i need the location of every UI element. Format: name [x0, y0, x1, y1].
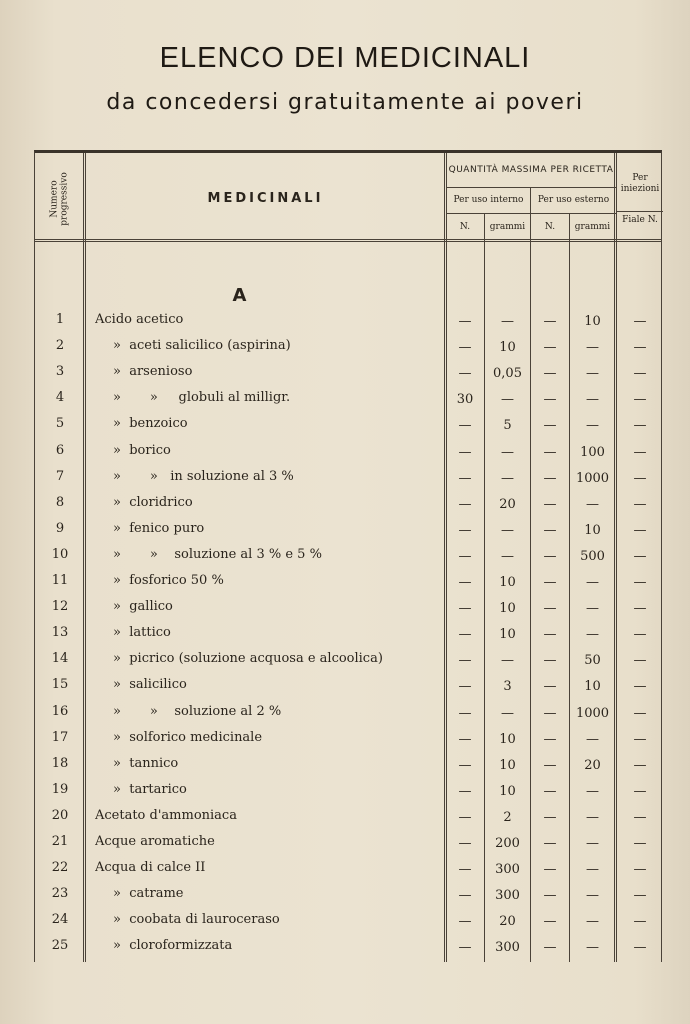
row-number: 9 [55, 520, 65, 536]
cell-injection-vials: — [633, 940, 647, 956]
cell-external-grams: 500 [580, 548, 605, 564]
medicine-name: » catrame [113, 886, 184, 902]
cell-external-grams: — [586, 627, 599, 643]
row-number: 5 [55, 416, 65, 432]
cell-internal-grams: 200 [495, 836, 520, 851]
table-row [35, 934, 663, 960]
table-row [35, 465, 663, 491]
cell-injection-vials: — [633, 836, 647, 851]
cell-external-n: — [543, 548, 557, 564]
table-row [35, 700, 663, 726]
cell-external-n: — [543, 862, 557, 878]
cell-internal-grams: — [501, 653, 514, 669]
cell-external-grams: 100 [580, 444, 605, 460]
table-row [35, 517, 663, 543]
cell-internal-n: — [458, 601, 472, 617]
cell-internal-n: — [458, 340, 472, 356]
medicine-name: » coobata di lauroceraso [113, 912, 280, 928]
medicine-name: Acque aromatiche [95, 834, 215, 849]
cell-injection-vials: — [633, 914, 647, 930]
header-medicines: MEDICINALI [207, 191, 324, 206]
cell-internal-n: — [458, 627, 472, 643]
cell-external-grams: — [586, 940, 599, 956]
medicine-name: » » in soluzione al 3 % [113, 468, 294, 484]
row-number: 18 [51, 755, 69, 771]
table-row [35, 386, 663, 412]
cell-internal-grams: 10 [499, 757, 516, 773]
cell-external-n: — [543, 601, 557, 617]
cell-external-grams: — [586, 914, 599, 930]
cell-internal-n: — [458, 418, 472, 434]
table-row [35, 647, 663, 673]
cell-external-n: — [543, 836, 557, 851]
table-row [35, 908, 663, 934]
medicine-name: » » globuli al milligr. [113, 390, 291, 406]
cell-injection-vials: — [633, 340, 647, 356]
row-number: 15 [51, 677, 69, 693]
cell-external-n: — [543, 418, 557, 434]
medicine-name: » cloroformizzata [113, 938, 233, 954]
table-row [35, 621, 663, 647]
cell-external-n: — [543, 392, 557, 408]
row-number: 4 [55, 390, 65, 406]
row-number: 7 [55, 468, 65, 484]
table-row [35, 491, 663, 517]
cell-internal-grams: — [501, 444, 514, 460]
cell-internal-n: — [458, 548, 472, 564]
cell-external-grams: — [586, 366, 599, 382]
table-row [35, 856, 663, 882]
cell-external-grams: 1000 [575, 705, 610, 721]
medicine-name: » salicilico [113, 677, 187, 693]
medicines-table [34, 150, 662, 962]
cell-injection-vials: — [633, 627, 647, 643]
cell-external-grams: 20 [584, 757, 601, 773]
cell-internal-grams: — [501, 548, 514, 564]
cell-external-grams: 1000 [575, 470, 610, 486]
medicine-name: » cloridrico [113, 494, 193, 510]
row-number: 17 [51, 729, 69, 745]
medicine-name: » benzoico [113, 416, 188, 432]
cell-external-grams: — [586, 575, 599, 590]
section-letter: A [232, 285, 249, 306]
cell-internal-grams: 300 [495, 862, 520, 878]
header-injections: Per iniezioni [620, 173, 660, 194]
table-row [35, 569, 663, 595]
cell-injection-vials: — [633, 418, 647, 434]
cell-injection-vials: — [633, 392, 647, 408]
cell-external-grams: — [586, 418, 599, 434]
document-title: ELENCO DEI MEDICINALI [159, 42, 531, 74]
cell-internal-grams: 300 [495, 888, 520, 904]
cell-external-n: — [543, 653, 557, 669]
cell-external-n: — [543, 575, 557, 590]
cell-external-grams: 10 [584, 679, 601, 695]
medicine-name: » gallico [113, 599, 173, 615]
medicine-name: » arsenioso [113, 364, 193, 380]
cell-internal-grams: 10 [499, 575, 516, 590]
cell-internal-grams: 300 [495, 940, 520, 956]
cell-internal-grams: 10 [499, 601, 516, 617]
table-row [35, 752, 663, 778]
cell-external-n: — [543, 705, 557, 721]
cell-external-grams: — [586, 496, 599, 512]
cell-injection-vials: — [633, 862, 647, 878]
cell-external-grams: 10 [584, 314, 601, 329]
cell-internal-n: — [458, 522, 472, 538]
cell-external-grams: — [586, 783, 599, 799]
table-row [35, 673, 663, 699]
table-row [35, 804, 663, 830]
cell-internal-n: — [458, 444, 472, 460]
cell-external-n: — [543, 914, 557, 930]
header-internal-use: Per uso interno [453, 195, 524, 205]
cell-internal-n: — [458, 809, 472, 825]
header-number: Numero progressivo [50, 172, 71, 226]
cell-injection-vials: — [633, 783, 647, 799]
row-number: 20 [51, 807, 69, 823]
medicine-name: » lattico [113, 625, 171, 641]
medicine-name: » fenico puro [113, 520, 205, 536]
cell-internal-n: — [458, 496, 472, 512]
header-max-quantity: QUANTITÀ MASSIMA PER RICETTA [448, 165, 614, 175]
cell-injection-vials: — [633, 314, 647, 329]
cell-internal-grams: — [501, 314, 514, 329]
header-external-use: Per uso esterno [537, 195, 610, 205]
cell-internal-n: — [458, 314, 472, 329]
cell-external-grams: — [586, 809, 599, 825]
medicine-name: » tartarico [113, 781, 187, 797]
cell-internal-grams: — [501, 470, 514, 486]
cell-internal-n: — [458, 705, 472, 721]
cell-injection-vials: — [633, 522, 647, 538]
cell-injection-vials: — [633, 888, 647, 904]
row-number: 16 [51, 703, 69, 719]
cell-external-n: — [543, 340, 557, 356]
table-row [35, 778, 663, 804]
medicine-name: » picrico (soluzione acquosa e alcoolica) [113, 651, 383, 667]
cell-internal-grams: 10 [499, 627, 516, 643]
row-number: 2 [55, 338, 65, 354]
cell-internal-n: — [458, 836, 472, 851]
cell-injection-vials: — [633, 575, 647, 590]
medicine-name: » fosforico 50 % [113, 573, 224, 588]
cell-external-n: — [543, 940, 557, 956]
cell-internal-n: — [458, 914, 472, 930]
cell-internal-grams: — [501, 705, 514, 721]
medicine-name: Acido acetico [95, 312, 184, 327]
table-row [35, 412, 663, 438]
cell-internal-grams: 10 [499, 731, 516, 747]
row-number: 19 [51, 781, 69, 797]
header-internal-grams: grammi [489, 222, 526, 232]
cell-internal-grams: — [501, 522, 514, 538]
cell-internal-n: — [458, 366, 472, 382]
table-row [35, 543, 663, 569]
cell-internal-grams: 3 [503, 679, 512, 695]
medicine-name: Acqua di calce II [95, 860, 206, 876]
row-number: 14 [51, 651, 69, 667]
cell-external-grams: 10 [584, 522, 601, 538]
header-internal-n: N. [459, 222, 471, 232]
row-number: 22 [51, 860, 69, 876]
cell-external-n: — [543, 679, 557, 695]
cell-injection-vials: — [633, 731, 647, 747]
cell-internal-grams: 5 [503, 418, 512, 434]
cell-external-n: — [543, 470, 557, 486]
cell-injection-vials: — [633, 757, 647, 773]
cell-internal-n: — [458, 731, 472, 747]
cell-internal-n: — [458, 575, 472, 590]
cell-internal-n: — [458, 679, 472, 695]
cell-external-n: — [543, 757, 557, 773]
cell-external-grams: — [586, 836, 599, 851]
cell-external-n: — [543, 809, 557, 825]
cell-internal-n: — [458, 940, 472, 956]
row-number: 10 [51, 546, 69, 562]
cell-injection-vials: — [633, 679, 647, 695]
cell-internal-n: — [458, 783, 472, 799]
cell-external-grams: 50 [584, 653, 601, 669]
cell-internal-n: — [458, 653, 472, 669]
cell-internal-n: — [458, 862, 472, 878]
document-subtitle: da concedersi gratuitamente ai poveri [106, 90, 584, 115]
cell-internal-n: — [458, 470, 472, 486]
cell-internal-grams: 20 [499, 496, 516, 512]
medicine-name: Acetato d'ammoniaca [95, 807, 237, 823]
header-external-grams: grammi [574, 222, 611, 232]
cell-internal-grams: 10 [499, 783, 516, 799]
cell-injection-vials: — [633, 653, 647, 669]
row-number: 11 [51, 573, 69, 588]
table-row [35, 882, 663, 908]
cell-external-grams: — [586, 888, 599, 904]
cell-external-n: — [543, 444, 557, 460]
cell-injection-vials: — [633, 470, 647, 486]
row-number: 24 [51, 912, 69, 928]
medicine-name: » solforico medicinale [113, 729, 263, 745]
cell-injection-vials: — [633, 366, 647, 382]
medicine-name: » » soluzione al 2 % [113, 703, 282, 719]
medicine-name: » » soluzione al 3 % e 5 % [113, 546, 322, 562]
cell-external-n: — [543, 314, 557, 329]
row-number: 3 [55, 364, 65, 380]
cell-external-n: — [543, 627, 557, 643]
table-row [35, 439, 663, 465]
cell-external-n: — [543, 496, 557, 512]
cell-external-n: — [543, 522, 557, 538]
cell-external-n: — [543, 783, 557, 799]
table-row [35, 726, 663, 752]
medicine-name: » aceti salicilico (aspirina) [113, 338, 291, 354]
row-number: 21 [51, 834, 69, 849]
medicine-name: » borico [113, 442, 171, 458]
cell-injection-vials: — [633, 601, 647, 617]
cell-internal-n: — [458, 888, 472, 904]
cell-internal-grams: — [501, 392, 514, 408]
table-row [35, 360, 663, 386]
cell-injection-vials: — [633, 548, 647, 564]
row-number: 12 [51, 599, 69, 615]
table-row [35, 595, 663, 621]
cell-external-grams: — [586, 392, 599, 408]
row-number: 8 [55, 494, 65, 510]
cell-internal-n: — [458, 757, 472, 773]
row-number: 1 [55, 312, 65, 327]
cell-external-grams: — [586, 731, 599, 747]
cell-injection-vials: — [633, 809, 647, 825]
cell-external-n: — [543, 366, 557, 382]
cell-injection-vials: — [633, 444, 647, 460]
table-row [35, 308, 663, 334]
cell-internal-grams: 20 [499, 914, 516, 930]
row-number: 6 [55, 442, 65, 458]
medicine-name: » tannico [113, 755, 179, 771]
row-number: 25 [51, 938, 69, 954]
cell-external-grams: — [586, 601, 599, 617]
cell-external-grams: — [586, 862, 599, 878]
cell-injection-vials: — [633, 705, 647, 721]
cell-internal-grams: 0,05 [493, 366, 522, 382]
cell-internal-grams: 2 [503, 809, 512, 825]
table-row [35, 830, 663, 856]
cell-external-n: — [543, 888, 557, 904]
cell-external-n: — [543, 731, 557, 747]
cell-external-grams: — [586, 340, 599, 356]
row-number: 13 [51, 625, 69, 641]
cell-injection-vials: — [633, 496, 647, 512]
header-vials: Fiale N. [622, 215, 658, 225]
header-external-n: N. [544, 222, 556, 232]
cell-internal-n: 30 [456, 392, 474, 408]
row-number: 23 [51, 886, 69, 902]
cell-internal-grams: 10 [499, 340, 516, 356]
table-row [35, 334, 663, 360]
